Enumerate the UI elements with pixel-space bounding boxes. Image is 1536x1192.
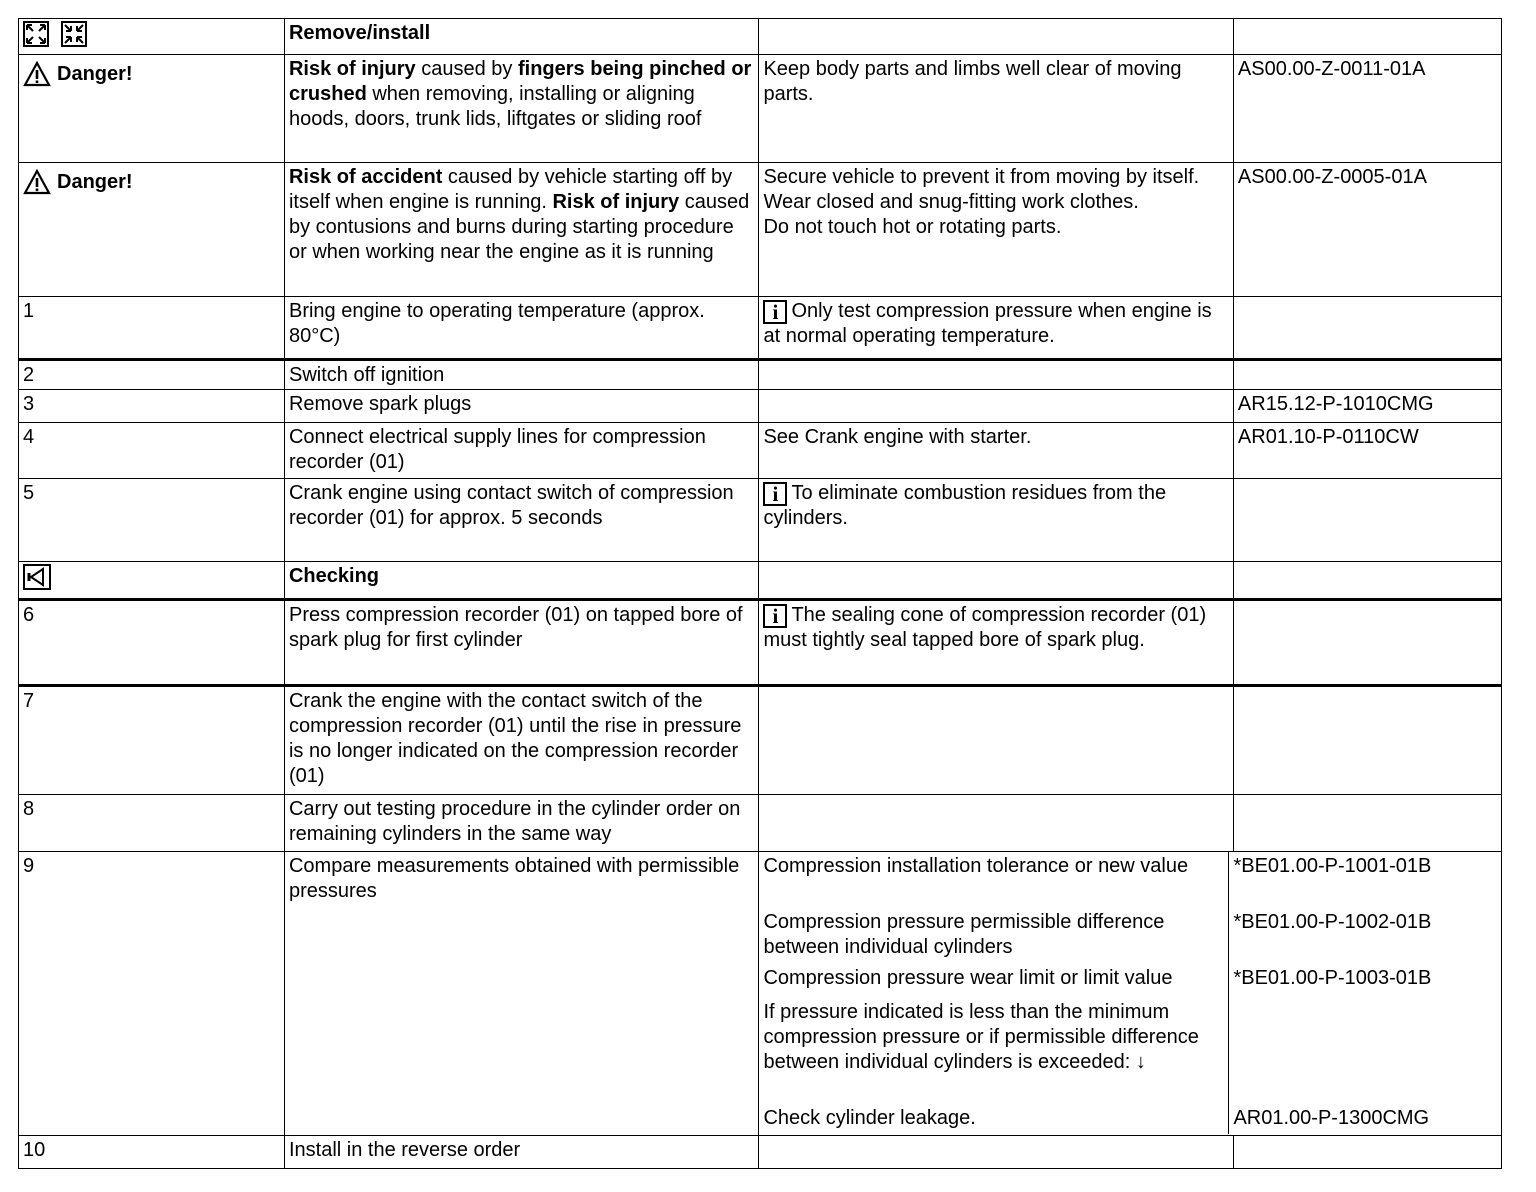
- measurement-reference[interactable]: *BE01.00-P-1003-01B: [1233, 967, 1432, 989]
- step-row: [19, 852, 1502, 1136]
- header-title: Remove/install: [284, 19, 758, 55]
- warning-triangle-icon: [23, 169, 51, 195]
- step-text: Bring engine to operating temperature (approx. 80°C): [284, 297, 758, 360]
- header-icons-cell: [19, 19, 285, 55]
- step-row: [19, 686, 1502, 795]
- danger-remedy: Keep body parts and limbs well clear of moving parts.: [759, 55, 1233, 163]
- step-number: 2: [19, 360, 285, 390]
- step-number: 7: [19, 686, 285, 795]
- step-number: 4: [19, 423, 285, 479]
- danger-label: Danger!: [23, 169, 133, 195]
- collapse-arrows-icon: [61, 21, 87, 54]
- step-note: i To eliminate combustion residues from the cylinders.: [759, 479, 1233, 562]
- step-row: [19, 390, 1502, 423]
- step-row: [19, 600, 1502, 686]
- step-text: Crank engine using contact switch of compression recorder (01) for approx. 5 seconds: [284, 479, 758, 562]
- info-icon: i: [763, 482, 787, 506]
- step-text: Compare measurements obtained with permissible pressures: [284, 852, 758, 1136]
- step-text: Press compression recorder (01) on tapped bore of spark plug for first cylinder: [284, 600, 758, 686]
- step-note: See Crank engine with starter.: [759, 423, 1233, 479]
- step-text: Remove spark plugs: [284, 390, 758, 423]
- step-text: Carry out testing procedure in the cylinder order on remaining cylinders in the same way: [284, 795, 758, 852]
- warning-triangle-icon: [23, 61, 51, 87]
- step-row: [19, 1136, 1502, 1169]
- measurement-block: [759, 852, 1502, 1136]
- danger-description: Risk of accident caused by vehicle starting off by itself when engine is running. Risk of injury caused by contusions and burns during starting procedure or when working near the engine as it is running: [284, 163, 758, 297]
- measurement-row: Compression installation tolerance or new value *BE01.00-P-1001-01B: [759, 852, 1501, 908]
- info-icon: i: [763, 604, 787, 628]
- step-text: Connect electrical supply lines for compression recorder (01): [284, 423, 758, 479]
- checking-row: [19, 562, 1502, 600]
- step-number: 8: [19, 795, 285, 852]
- step-number: 6: [19, 600, 285, 686]
- measurement-reference[interactable]: *BE01.00-P-1002-01B: [1233, 911, 1432, 933]
- checking-title: Checking: [284, 562, 758, 600]
- step-reference[interactable]: AR15.12-P-1010CMG: [1233, 390, 1501, 423]
- measurement-row: Check cylinder leakage. AR01.00-P-1300CMG: [759, 1104, 1501, 1134]
- step-row: [19, 360, 1502, 390]
- danger-remedy: Secure vehicle to prevent it from moving by itself. Wear closed and snug-fitting work clothes. Do not touch hot or rotating parts.: [759, 163, 1233, 297]
- step-row: [19, 297, 1502, 360]
- expand-arrows-icon: [23, 21, 49, 54]
- step-note: i The sealing cone of compression recorder (01) must tightly seal tapped bore of spark plug.: [759, 600, 1233, 686]
- procedure-table: [18, 18, 1502, 1169]
- danger-label: Danger!: [23, 61, 133, 87]
- measurement-reference[interactable]: *BE01.00-P-1001-01B: [1233, 855, 1432, 877]
- step-row: [19, 423, 1502, 479]
- step-number: 9: [19, 852, 285, 1136]
- step-number: 5: [19, 479, 285, 562]
- step-text: Switch off ignition: [284, 360, 758, 390]
- step-text: Crank the engine with the contact switch of the compression recorder (01) until the rise in pressure is no longer indicated on the compression recorder (01): [284, 686, 758, 795]
- step-row: [19, 479, 1502, 562]
- measurement-row: Compression pressure permissible difference between individual cylinders *BE01.00-P-1002-01B: [759, 908, 1501, 964]
- info-icon: i: [763, 300, 787, 324]
- step-text: Install in the reverse order: [284, 1136, 758, 1169]
- danger-row: [19, 163, 1502, 297]
- measurement-row: Compression pressure wear limit or limit value *BE01.00-P-1003-01B: [759, 964, 1501, 998]
- step-note: i Only test compression pressure when engine is at normal operating temperature.: [759, 297, 1233, 360]
- step-number: 10: [19, 1136, 285, 1169]
- step-row: [19, 795, 1502, 852]
- measurement-row: If pressure indicated is less than the minimum compression pressure or if permissible difference between individual cylinders is exceeded: ↓: [759, 998, 1501, 1104]
- step-number: 3: [19, 390, 285, 423]
- step-reference[interactable]: AR01.10-P-0110CW: [1233, 423, 1501, 479]
- danger-description: Risk of injury caused by fingers being pinched or crushed when removing, installing or aligning hoods, doors, trunk lids, liftgates or sliding roof: [284, 55, 758, 163]
- check-procedure-icon: [23, 564, 51, 597]
- header-row: [19, 19, 1502, 55]
- danger-row: [19, 55, 1502, 163]
- danger-reference[interactable]: AS00.00-Z-0005-01A: [1233, 163, 1501, 297]
- step-number: 1: [19, 297, 285, 360]
- danger-reference[interactable]: AS00.00-Z-0011-01A: [1233, 55, 1501, 163]
- measurement-reference[interactable]: AR01.00-P-1300CMG: [1233, 1107, 1430, 1129]
